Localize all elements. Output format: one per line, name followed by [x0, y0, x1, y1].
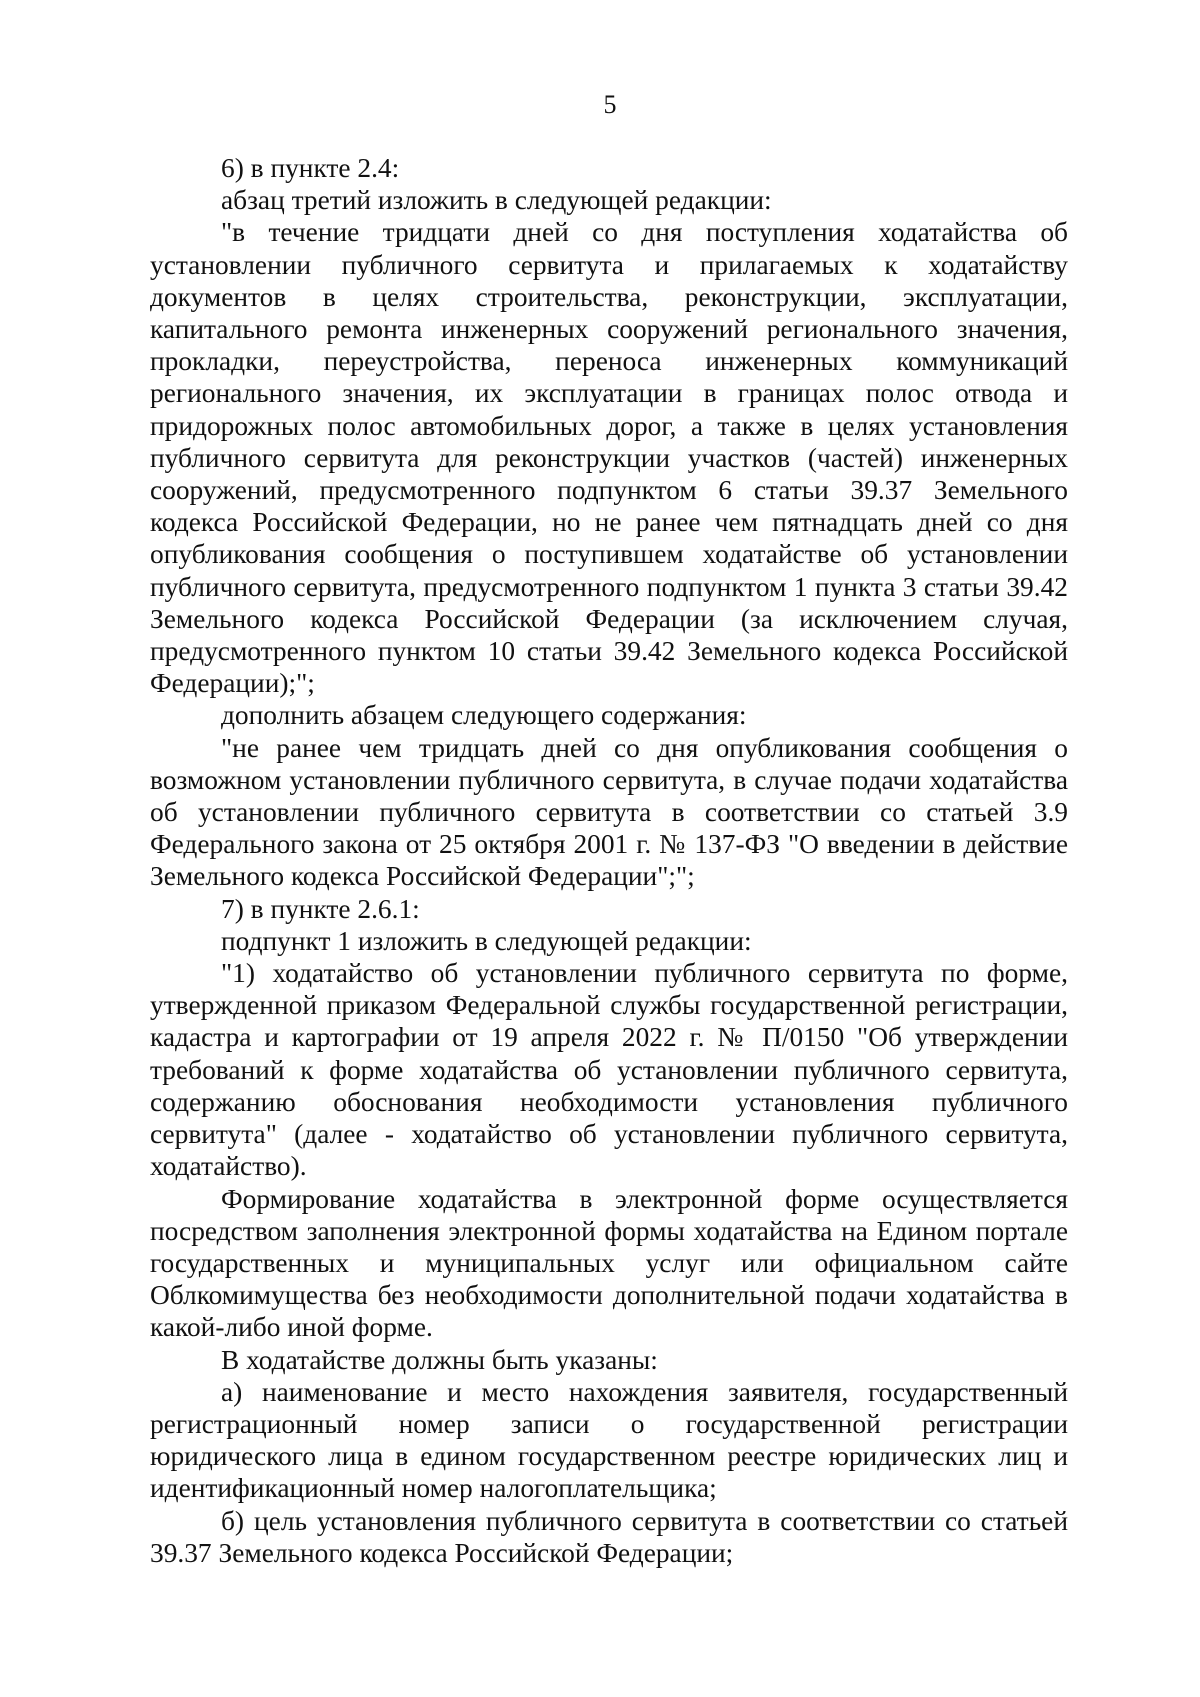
page-number: 5	[603, 90, 617, 119]
paragraph-quoted-tridcat-dney: "не ранее чем тридцать дней со дня опубликования сообщения о возможном установлении публичного сервитута, в случае подачи ходатайства об установлении публичного сервитута в соответствии со статьей 3.9 Федерального закона от 25 октября 2001 г. № 137-ФЗ "О введении в действие Земельного кодекса Российской Федерации";";	[150, 732, 1068, 892]
paragraph-subitem-a: а) наименование и место нахождения заявителя, государственный регистрационный номер записи о государственной регистрации юридического лица в едином государственном реестре юридических лиц и идентификационный номер налогоплательщика;	[150, 1376, 1068, 1504]
paragraph-electronic-form: Формирование ходатайства в электронной форме осуществляется посредством заполнения электронной формы ходатайства на Едином портале государственных и муниципальных услуг или официальном сайте Облкомимущества без необходимости дополнительной подачи ходатайства в какой-либо иной форме.	[150, 1183, 1068, 1343]
paragraph-quoted-tridcati-dney: "в течение тридцати дней со дня поступления ходатайства об установлении публичного сервитута и прилагаемых к ходатайству документов в целях строительства, реконструкции, эксплуатации, капитального ремонта инженерных сооружений регионального значения, прокладки, переустройства, переноса инженерных коммуникаций регионального значения, их эксплуатации в границах полос отвода и придорожных полос автомобильных дорог, а также в целях установления публичного сервитута для реконструкции участков (частей) инженерных сооружений, предусмотренного подпунктом 6 статьи 39.37 Земельного кодекса Российской Федерации, но не ранее чем пятнадцать дней со дня опубликования сообщения о поступившем ходатайстве об установлении публичного сервитута, предусмотренного подпунктом 1 пункта 3 статьи 39.42 Земельного кодекса Российской Федерации (за исключением случая, предусмотренного пунктом 10 статьи 39.42 Земельного кодекса Российской Федерации);";	[150, 217, 1068, 699]
paragraph-subitem-b: б) цель установления публичного сервитута в соответствии со статьей 39.37 Земельного кодекса Российской Федерации;	[150, 1505, 1068, 1568]
paragraph-item-6-heading: 6) в пункте 2.4:	[221, 153, 400, 183]
document-body	[150, 152, 1068, 1569]
paragraph-hodataystvo-forma: "1) ходатайство об установлении публичного сервитута по форме, утвержденной приказом Федеральной службы государственной регистрации, кадастра и картографии от 19 апреля 2022 г. № П/0150 "Об утверждении требований к форме ходатайства об установлении публичного сервитута, содержанию обоснования необходимости установления публичного сервитута" (далее - ходатайство об установлении публичного сервитута, ходатайство).	[150, 958, 1068, 1182]
paragraph-podpunkt-1: подпункт 1 изложить в следующей редакции:	[221, 925, 752, 956]
paragraph-must-be-specified: В ходатайстве должны быть указаны:	[221, 1344, 658, 1375]
paragraph-abzac-tretiy: абзац третий изложить в следующей редакции:	[221, 185, 772, 216]
paragraph-item-7-heading: 7) в пункте 2.6.1:	[221, 893, 420, 924]
paragraph-dopolnit-abzacem: дополнить абзацем следующего содержания:	[221, 700, 747, 731]
